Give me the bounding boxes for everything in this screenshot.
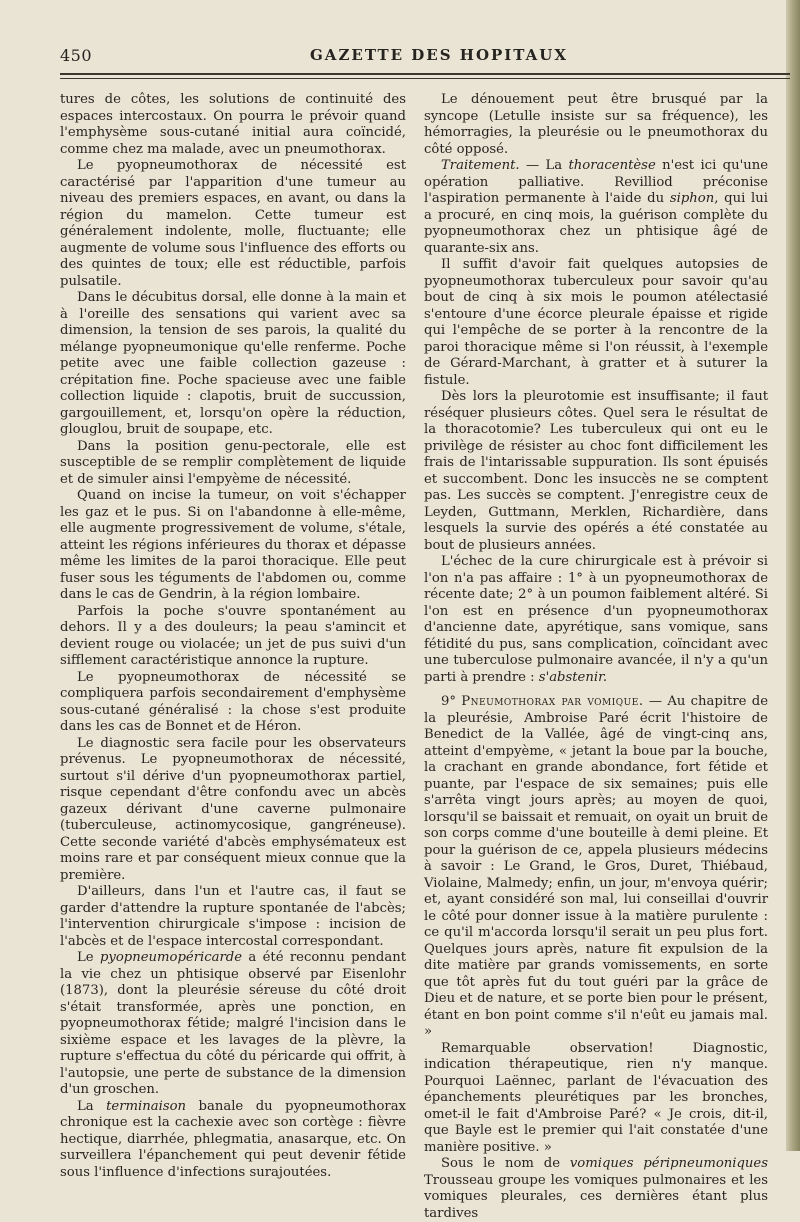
paragraph: Dans la position genu-pectorale, elle est susceptible de se remplir complètement de liquide et de simuler ainsi l'empyème de nécessité. xyxy=(60,438,406,487)
text-run: La xyxy=(77,1098,107,1114)
section-heading: Traitement. xyxy=(441,158,520,173)
paragraph: Il suffit d'avoir fait quelques autopsies de pyopneumothorax tuberculeux pour savoir qu'au bout de cinq à six mois le poumon atélectasié s'entoure d'une écorce pleurale épaisse et rigide qui l'empêche de se porter à la rencontre de la paroi thoracique même si l'on réussit, à l'exemple de Gérard-Marchant, à gratter et à suturer la fistule. xyxy=(424,257,768,388)
italic-term: thoracentèse xyxy=(568,158,656,173)
text-run: , qui lui a procuré, en cinq mois, la guérison complète du pyopneumothorax chez un phtisique âgé de quarante-six ans. xyxy=(424,191,768,256)
paragraph xyxy=(424,554,768,686)
paragraph xyxy=(60,1099,406,1182)
header-rule-thin xyxy=(60,78,790,79)
text-run: Sous le nom de xyxy=(441,1156,570,1171)
page-edge xyxy=(786,0,800,1151)
paragraph: Dans le décubitus dorsal, elle donne à la main et à l'oreille des sensations qui varient avec sa dimension, la tension de ses parois, la qualité du mélange pyopneumonique qu'elle renferme. Poche petite avec une faible collection gazeuse : crépitation fine. Poche spacieuse avec une faible collection liquide : clapotis, bruit de succussion, gargouillement, et, lorsqu'on opère la réduction, glouglou, bruit de soupape, etc. xyxy=(60,290,406,437)
text-run: banale du pyopneumothorax chronique est la cachexie avec son cortège : fièvre hectique, diarrhée, phlegmatia, anasarque, etc. On surveillera l'épanchement qui peut devenir fétide sous l'influence d'infections surajoutées. xyxy=(60,1098,406,1180)
paragraph: Le pyopneumothorax de nécessité se compliquera parfois secondairement d'emphysème sous-cutané généralisé : la chose s'est produite dans les cas de Bonnet et de Héron. xyxy=(60,669,406,734)
italic-term: siphon xyxy=(669,191,715,206)
paragraph: tures de côtes, les solutions de continuité des espaces intercostaux. On pourra le prévoir quand l'emphysème sous-cutané initial aura coïncidé, comme chez ma malade, avec un pneumothorax. xyxy=(60,92,406,157)
paragraph xyxy=(424,1156,768,1222)
italic-term: terminaison xyxy=(106,1098,187,1114)
text-run: a été reconnu pendant la vie chez un phtisique observé par Eisenlohr (1873), dont la pleurésie séreuse du côté droit s'était transformée, après une ponction, en pyopneumothorax fétide; malgré l'incision dans le sixième espace et les lavages de la plèvre, la rupture s'effectua du côté du péricarde qui offrit, à l'autopsie, une perte de substance de la dimension d'un groschen. xyxy=(60,950,406,1097)
paragraph: Le pyopneumothorax de nécessité est caractérisé par l'apparition d'une tumeur au niveau des premiers espaces, en avant, ou dans la région du mamelon. Cette tumeur est généralement indolente, molle, fluctuante; elle augmente de volume sous l'influence des efforts ou des quintes de toux; elle est réductible, parfois pulsatile. xyxy=(60,158,406,289)
text-run: — Au chapitre de la pleurésie, Ambroise Paré écrit l'histoire de Benedict de la Vallée, âgé de vingt-cinq ans, atteint d'empyème, « jetant la boue par la bouche, la crachant en grande abondance, fort fétide et puante, par l'espace de six semaines; puis elle s'arrêta vingt jours après; au moyen de quoi, lorsqu'il se baissait et remuait, on oyait un bruit de son corps comme d'une bouteille à demi pleine. Et pour la guérison de ce, appela plusieurs médecins à savoir : Le Grand, le Gros, Duret, Thiébaud, Violaine, Malmedy; enfin, un jour, m'envoya quérir; et, ayant considéré son mal, lui conseillai d'ouvrir le côté pour donner issue à la matière purulente : ce qu'il m'accorda lorsqu'il serait un peu plus fort. Quelques jours après, nature fit expulsion de la dite matière par grands vomissements, en sorte que tôt après fut du tout guéri par la grâce de Dieu et de nature, et se porte bien pour le présent, étant en bon point comme s'il n'eût eu jamais mal. » xyxy=(424,694,768,1039)
left-column xyxy=(60,92,406,1181)
section-number: 9° xyxy=(441,694,462,709)
right-column xyxy=(424,92,768,1222)
paragraph: Parfois la poche s'ouvre spontanément au dehors. Il y a des douleurs; la peau s'amincit et devient rouge ou violacée; un jet de pus suivi d'un sifflement caractéristique annonce la rupture. xyxy=(60,603,406,668)
paragraph: D'ailleurs, dans l'un et l'autre cas, il faut se garder d'attendre la rupture spontanée de l'abcès; l'intervention chirurgicale s'impose : incision de l'abcès et de l'espace intercostal correspondant. xyxy=(60,884,406,949)
paragraph xyxy=(60,950,406,1099)
text-run: n'est ici qu'une opération palliative. Revilliod préconise l'aspiration permanente à l'aide du xyxy=(424,158,768,206)
text-run: Trousseau groupe les vomiques pulmonaires et les vomiques pleurales, ces dernières étant plus tardives xyxy=(424,1172,768,1221)
italic-term: s'abstenir. xyxy=(538,669,608,685)
page-number: 450 xyxy=(60,46,93,65)
italic-term: pyopneumopéricarde xyxy=(99,950,243,965)
paragraph xyxy=(424,694,768,1041)
paragraph: Le diagnostic sera facile pour les observateurs prévenus. Le pyopneumothorax de nécessité, surtout s'il dérive d'un pyopneumothorax partiel, risque cependant d'être confondu avec un abcès gazeux dérivant d'une caverne pulmonaire (tuberculeuse, actinomycosique, gangréneuse). Cette seconde variété d'abcès emphysémateux est moins rare et par conséquent mieux connue que la première. xyxy=(60,735,406,883)
paragraph: Le dénouement peut être brusqué par la syncope (Letulle insiste sur sa fréquence), les hémorragies, la pleurésie ou le pneumothorax du côté opposé. xyxy=(424,92,768,157)
text-run: L'échec de la cure chirurgicale est à prévoir si l'on n'a pas affaire : 1° à un pyopneumothorax de récente date; 2° à un poumon faiblement altéré. Si l'on est en présence d'un pyopneumothorax d'ancienne date, apyrétique, sans vomique, sans fétidité du pus, sans complication, coïncidant avec une tuberculose pulmonaire avancée, il n'y a qu'un parti à prendre : xyxy=(424,554,768,685)
section-heading: Pneumothorax par vomique. xyxy=(461,694,644,709)
text-run: — La xyxy=(519,158,569,173)
paragraph: Dès lors la pleurotomie est insuffisante; il faut réséquer plusieurs côtes. Quel sera le résultat de la thoracotomie? Les tuberculeux qui ont eu le privilège de résister au choc font difficilement les frais de l'intarissable suppuration. Ils sont épuisés et succombent. Donc les insuccès ne se comptent pas. Les succès se comptent. J'enregistre ceux de Leyden, Guttmann, Merklen, Richardière, dans lesquels la survie des opérés a été constatée au bout de plusieurs années. xyxy=(424,389,768,553)
paragraph: Quand on incise la tumeur, on voit s'échapper les gaz et le pus. Si on l'abandonne à elle-même, elle augmente progressivement de volume, s'étale, atteint les régions inférieures du thorax et dépasse même les limites de la paroi thoracique. Elle peut fuser sous les téguments de l'abdomen ou, comme dans le cas de Gendrin, à la région lombaire. xyxy=(60,488,406,602)
paragraph: Remarquable observation! Diagnostic, indication thérapeutique, rien n'y manque. Pourquoi Laënnec, parlant de l'évacuation des épanchements pleurétiques par les bronches, omet-il le fait d'Ambroise Paré? « Je crois, dit-il, que Bayle est le premier qui l'ait constatée d'une manière positive. » xyxy=(424,1040,768,1155)
italic-term: vomiques péripneumoniques xyxy=(569,1156,768,1171)
running-head: GAZETTE DES HOPITAUX xyxy=(310,46,569,64)
paragraph xyxy=(424,158,768,257)
text-run: Le xyxy=(77,950,100,965)
header-rule-thick xyxy=(60,73,790,75)
